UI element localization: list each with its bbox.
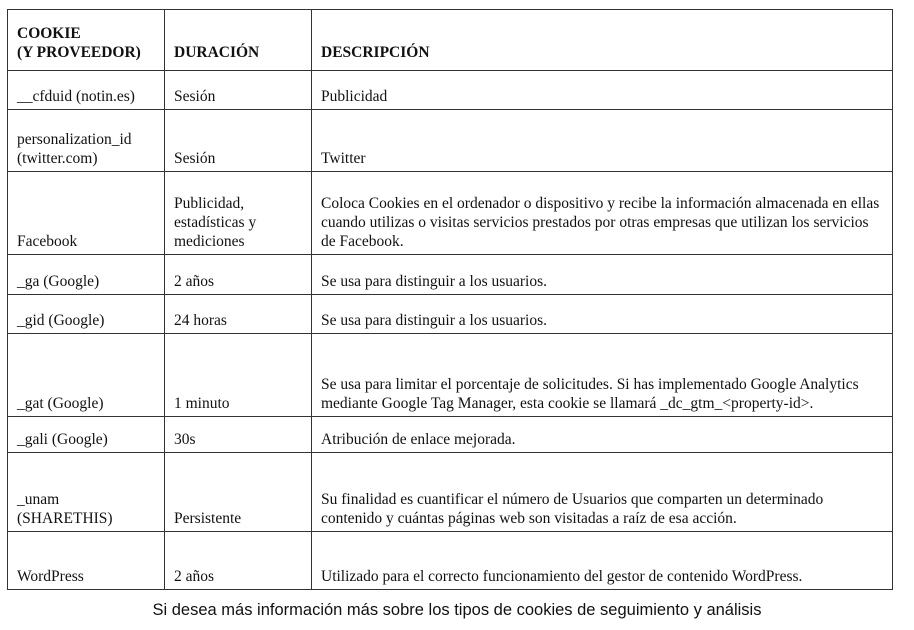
- cell-description: Se usa para distinguir a los usuarios.: [312, 255, 893, 295]
- cell-description: Atribución de enlace mejorada.: [312, 417, 893, 453]
- cell-cookie: WordPress: [8, 532, 165, 590]
- cell-cookie: personalization_id (twitter.com): [8, 110, 165, 172]
- cell-cookie: _gat (Google): [8, 334, 165, 417]
- cell-duration: Publicidad, estadísticas y mediciones: [165, 172, 312, 255]
- cell-duration: Sesión: [165, 110, 312, 172]
- cell-cookie: _unam (SHARETHIS): [8, 453, 165, 532]
- cell-cookie: _gali (Google): [8, 417, 165, 453]
- cell-description: Su finalidad es cuantificar el número de Usuarios que comparten un determinado contenido y cuántas páginas web son visitadas a raíz de esa acción.: [312, 453, 893, 532]
- table-row: [8, 255, 893, 295]
- cell-description: Twitter: [312, 110, 893, 172]
- cell-description: Se usa para distinguir a los usuarios.: [312, 295, 893, 334]
- header-cookie: COOKIE (Y PROVEEDOR): [8, 10, 165, 71]
- cookies-table: [7, 9, 893, 590]
- cell-duration: 2 años: [165, 255, 312, 295]
- table-row: [8, 334, 893, 417]
- cell-duration: 1 minuto: [165, 334, 312, 417]
- table-row: [8, 453, 893, 532]
- table-row: [8, 532, 893, 590]
- cell-description: Se usa para limitar el porcentaje de solicitudes. Si has implementado Google Analytics mediante Google Tag Manager, esta cookie se llamará _dc_gtm_<property-id>.: [312, 334, 893, 417]
- cell-description: Coloca Cookies en el ordenador o dispositivo y recibe la información almacenada en ellas cuando utilizas o visitas servicios prestados por otras empresas que utilizan los servicios de Facebook.: [312, 172, 893, 255]
- cell-cookie: _gid (Google): [8, 295, 165, 334]
- cell-duration: 24 horas: [165, 295, 312, 334]
- cell-duration: Sesión: [165, 71, 312, 110]
- cell-cookie: Facebook: [8, 172, 165, 255]
- table-row: [8, 417, 893, 453]
- cell-cookie: __cfduid (notin.es): [8, 71, 165, 110]
- cell-description: Utilizado para el correcto funcionamiento del gestor de contenido WordPress.: [312, 532, 893, 590]
- table-row: [8, 110, 893, 172]
- cell-duration: 2 años: [165, 532, 312, 590]
- header-duration: DURACIÓN: [165, 10, 312, 71]
- cell-duration: 30s: [165, 417, 312, 453]
- footer-text: Si desea más información más sobre los tipos de cookies de seguimiento y análisis: [152, 601, 762, 619]
- cell-duration: Persistente: [165, 453, 312, 532]
- table-row: [8, 172, 893, 255]
- table-row: [8, 295, 893, 334]
- cell-description: Publicidad: [312, 71, 893, 110]
- cell-cookie: _ga (Google): [8, 255, 165, 295]
- table-header-row: [8, 10, 893, 71]
- header-description: DESCRIPCIÓN: [312, 10, 893, 71]
- table-row: [8, 71, 893, 110]
